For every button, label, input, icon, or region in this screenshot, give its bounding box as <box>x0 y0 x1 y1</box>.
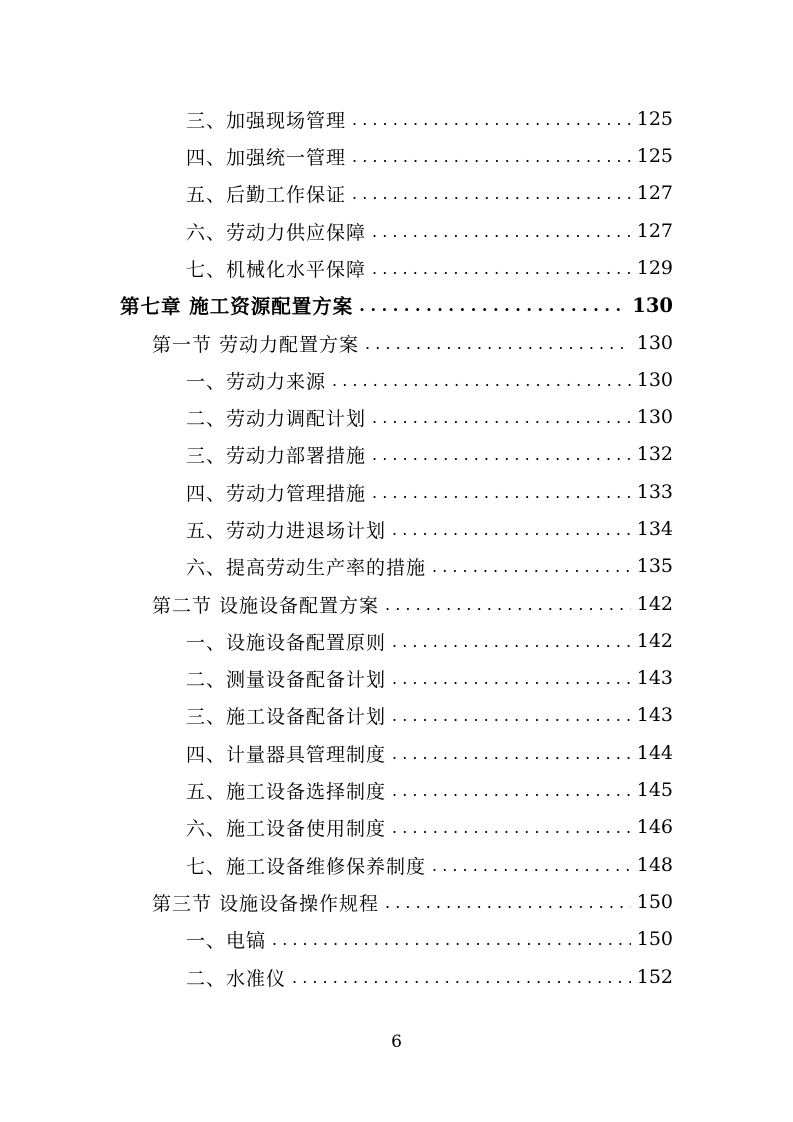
toc-entry-title: 二、水准仪 <box>186 967 287 990</box>
toc-entry[interactable] <box>186 924 673 954</box>
toc-entry-page: 130 <box>632 293 673 317</box>
toc-entry[interactable] <box>186 402 673 432</box>
toc-entry-title: 三、施工设备配备计划 <box>186 705 387 728</box>
dot-leader <box>392 669 631 688</box>
toc-entry[interactable] <box>186 700 673 730</box>
toc-entry-page: 142 <box>636 630 673 652</box>
toc-entry-title: 第七章 施工资源配置方案 <box>120 295 354 318</box>
dot-leader <box>392 632 631 651</box>
dot-leader <box>385 893 631 912</box>
toc-entry[interactable] <box>186 850 673 880</box>
dot-leader <box>372 483 631 502</box>
toc-entry-title: 一、设施设备配置原则 <box>186 631 387 654</box>
toc-entry-title: 五、后勤工作保证 <box>186 183 347 206</box>
toc-entry[interactable] <box>186 738 673 768</box>
toc-entry-title: 第三节 设施设备操作规程 <box>152 892 380 915</box>
toc-entry-title: 一、电镐 <box>186 929 267 952</box>
toc-entry[interactable] <box>186 775 673 805</box>
toc-entry-page: 142 <box>636 593 673 615</box>
toc-entry-title: 三、加强现场管理 <box>186 109 347 132</box>
toc-section-entry[interactable] <box>152 589 673 619</box>
toc-entry[interactable] <box>186 626 673 656</box>
dot-leader <box>272 930 631 949</box>
toc-entry[interactable] <box>186 365 673 395</box>
toc-entry-title: 二、劳动力调配计划 <box>186 407 367 430</box>
toc-entry-title: 六、施工设备使用制度 <box>186 817 387 840</box>
toc-entry-page: 134 <box>636 518 673 540</box>
toc-section-entry[interactable] <box>152 328 673 358</box>
toc-entry-title: 五、劳动力进退场计划 <box>186 519 387 542</box>
toc-entry-title: 第二节 设施设备配置方案 <box>152 594 380 617</box>
toc-entry[interactable] <box>186 477 673 507</box>
toc-entry-page: 143 <box>636 704 673 726</box>
toc-entry-page: 127 <box>636 220 673 242</box>
dot-leader <box>432 557 631 576</box>
toc-entry-title: 四、劳动力管理措施 <box>186 482 367 505</box>
toc-entry-title: 六、提高劳动生产率的措施 <box>186 556 427 579</box>
toc-entry[interactable] <box>186 551 673 581</box>
dot-leader <box>385 595 631 614</box>
toc-entry-title: 三、劳动力部署措施 <box>186 444 367 467</box>
toc-entry-page: 130 <box>636 369 673 391</box>
toc-entry-title: 六、劳动力供应保障 <box>186 221 367 244</box>
dot-leader <box>372 222 631 241</box>
toc-entry-page: 130 <box>636 332 673 354</box>
toc-entry-title: 四、加强统一管理 <box>186 146 347 169</box>
toc-entry[interactable] <box>186 439 673 469</box>
toc-entry-page: 146 <box>636 816 673 838</box>
dot-leader <box>392 818 631 837</box>
toc-entry-title: 一、劳动力来源 <box>186 370 327 393</box>
dot-leader <box>392 781 631 800</box>
toc-entry[interactable] <box>186 514 673 544</box>
toc-entry-title: 七、施工设备维修保养制度 <box>186 855 427 878</box>
toc-entry[interactable] <box>186 663 673 693</box>
toc-entry-page: 130 <box>636 406 673 428</box>
toc-chapter-entry[interactable] <box>120 290 673 320</box>
dot-leader <box>365 334 631 353</box>
toc-entry-page: 148 <box>636 854 673 876</box>
toc-entry-page: 132 <box>636 443 673 465</box>
dot-leader <box>352 110 631 129</box>
toc-entry-title: 第一节 劳动力配置方案 <box>152 333 360 356</box>
dot-leader <box>432 856 631 875</box>
toc-entry-page: 150 <box>636 891 673 913</box>
toc-entry-page: 150 <box>636 928 673 950</box>
dot-leader <box>352 147 631 166</box>
toc-entry-page: 125 <box>636 145 673 167</box>
dot-leader <box>372 408 631 427</box>
toc-entry-page: 133 <box>636 481 673 503</box>
dot-leader <box>372 445 631 464</box>
toc-entry-title: 二、测量设备配备计划 <box>186 668 387 691</box>
toc-entry-title: 四、计量器具管理制度 <box>186 743 387 766</box>
page-number: 6 <box>391 1032 402 1052</box>
toc-entry-page: 135 <box>636 555 673 577</box>
toc-entry-title: 五、施工设备选择制度 <box>186 780 387 803</box>
dot-leader <box>292 968 631 987</box>
dot-leader <box>392 520 631 539</box>
dot-leader <box>359 296 626 315</box>
toc-entry-page: 144 <box>636 742 673 764</box>
toc-entry-page: 143 <box>636 667 673 689</box>
dot-leader <box>352 184 631 203</box>
dot-leader <box>372 259 631 278</box>
toc-entry-page: 125 <box>636 108 673 130</box>
toc-entry[interactable] <box>186 962 673 992</box>
toc-entry-title: 七、机械化水平保障 <box>186 258 367 281</box>
toc-entry[interactable] <box>186 141 673 171</box>
toc-entry-page: 129 <box>636 257 673 279</box>
dot-leader <box>392 706 631 725</box>
toc-entry[interactable] <box>186 216 673 246</box>
toc-entry-page: 127 <box>636 182 673 204</box>
dot-leader <box>392 744 631 763</box>
toc-entry[interactable] <box>186 104 673 134</box>
toc-entry[interactable] <box>186 812 673 842</box>
toc-entry-page: 145 <box>636 779 673 801</box>
toc-section-entry[interactable] <box>152 887 673 917</box>
toc-entry[interactable] <box>186 253 673 283</box>
dot-leader <box>332 371 631 390</box>
toc-entry[interactable] <box>186 178 673 208</box>
toc-entry-page: 152 <box>636 966 673 988</box>
